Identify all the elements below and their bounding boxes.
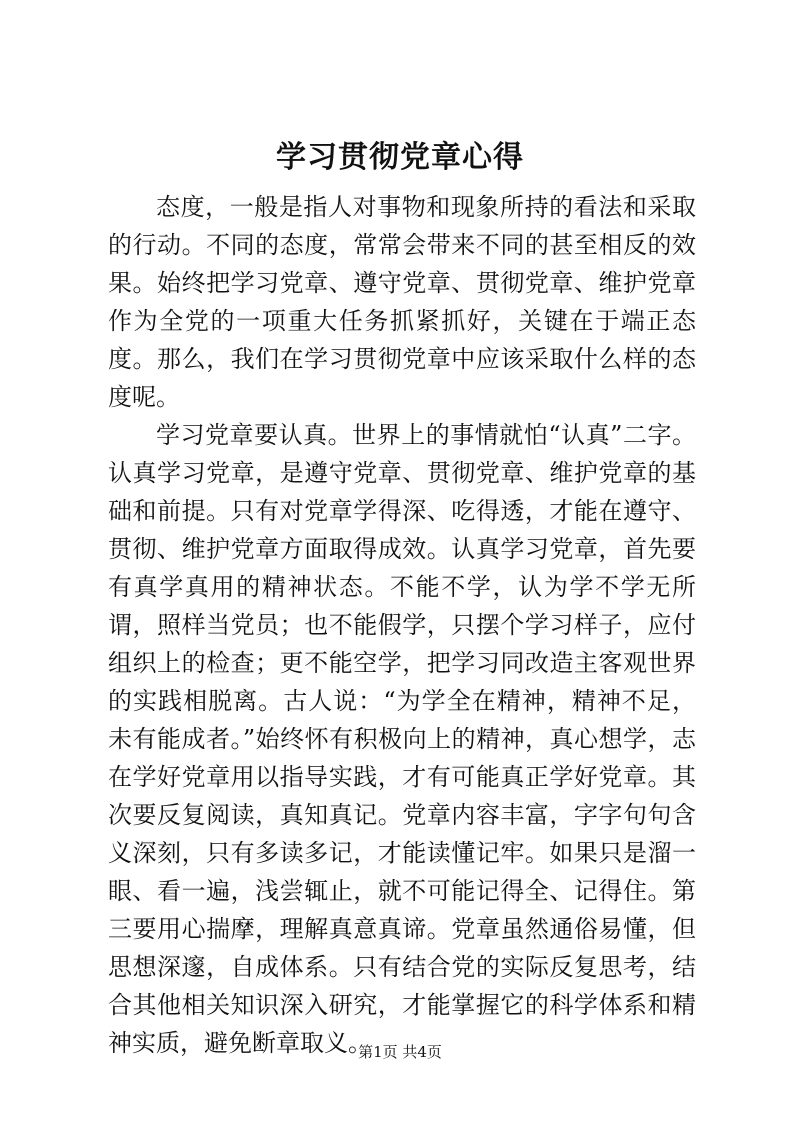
page-footer: 第1页 共4页: [358, 1043, 442, 1061]
document-body: [108, 188, 696, 1062]
document-title: 学习贯彻党章心得: [276, 140, 524, 175]
paragraph-study-seriously: 学习党章要认真。世界上的事情就怕“认真”二字。认真学习党章，是遵守党章、贯彻党章、维护党章的基础和前提。只有对党章学得深、吃得透，才能在遵守、贯彻、维护党章方面取得成效。认真学习党章，首先要有真学真用的精神状态。不能不学，认为学不学无所谓，照样当党员；也不能假学，只摆个学习样子，应付组织上的检查；更不能空学，把学习同改造主客观世界的实践相脱离。古人说：“为学全在精神，精神不足，未有能成者。”始终怀有积极向上的精神，真心想学，志在学好党章用以指导实践，才有可能真正学好党章。其次要反复阅读，真知真记。党章内容丰富，字字句句含义深刻，只有多读多记，才能读懂记牢。如果只是溜一眼、看一遍，浅尝辄止，就不可能记得全、记得住。第三要用心揣摩，理解真意真谛。党章虽然通俗易懂，但思想深邃，自成体系。只有结合党的实际反复思考，结合其他相关知识深入研究，才能掌握它的科学体系和精神实质，避免断章取义。: [108, 421, 696, 1057]
paragraph-attitude: 态度，一般是指人对事物和现象所持的看法和采取的行动。不同的态度，常常会带来不同的甚至相反的效果。始终把学习党章、遵守党章、贯彻党章、维护党章作为全党的一项重大任务抓紧抓好，关键在于端正态度。那么，我们在学习贯彻党章中应该采取什么样的态度呢。: [108, 193, 696, 411]
